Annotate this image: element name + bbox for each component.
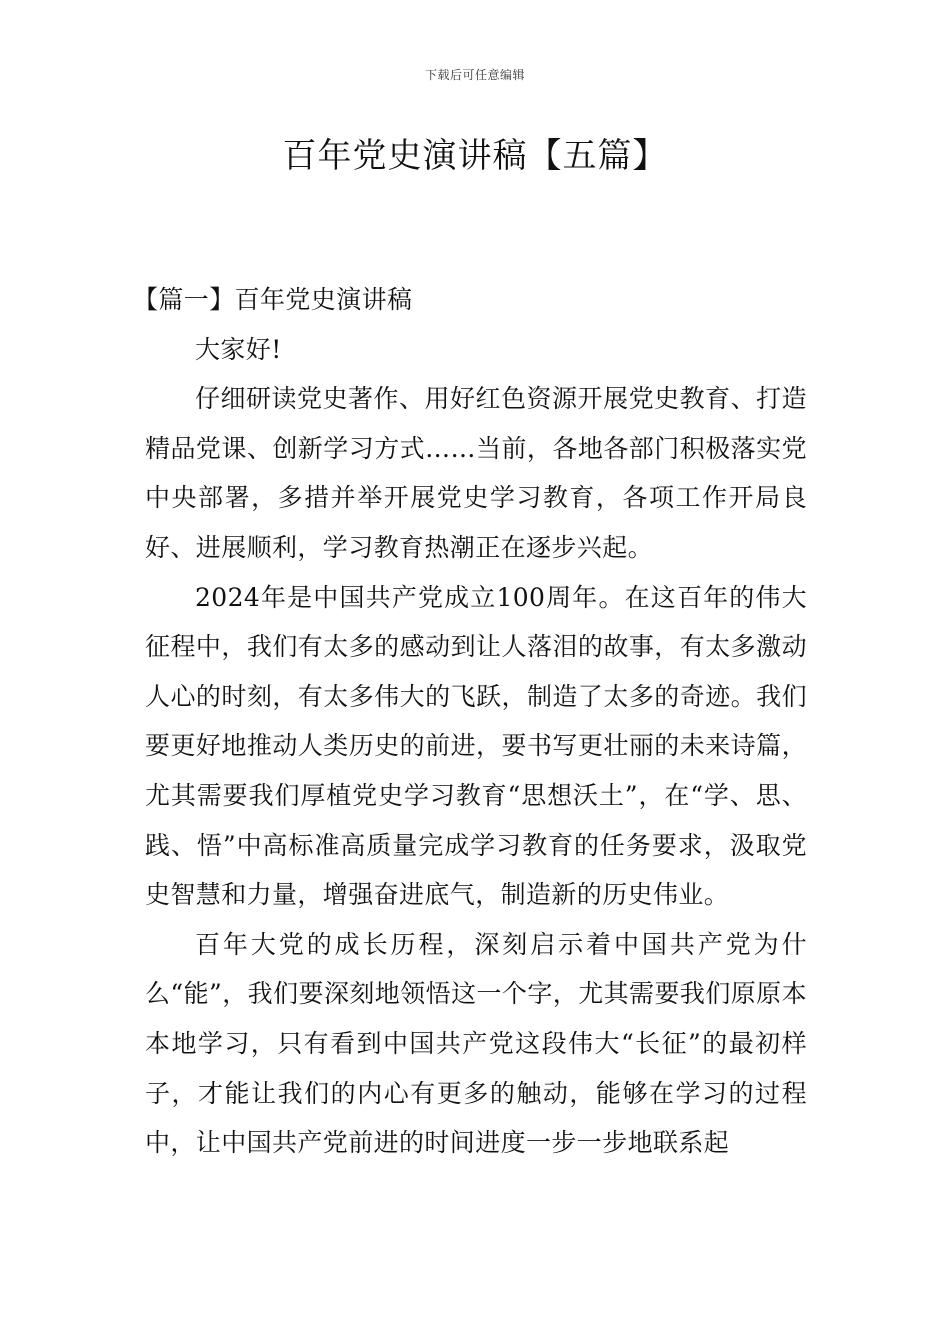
paragraph-greeting: 大家好! <box>195 334 282 364</box>
section-heading: 【篇一】百年党史演讲稿 <box>133 285 413 314</box>
paragraph: 仔细研读党史著作、用好红色资源开展党史教育、打造精品党课、创新学习方式……当前，各地各部门积极落实党中央部署，多措并举开展党史学习教育，各项工作开局良好、进展顺利，学习教育热潮正在逐步兴起。 <box>145 384 807 562</box>
header-note: 下载后可任意编辑 <box>424 68 525 82</box>
document-title: 百年党史演讲稿【五篇】 <box>282 136 668 176</box>
paragraph: 百年大党的成长历程，深刻启示着中国共产党为什么“能”，我们要深刻地领悟这一个字，尤其需要我们原原本本地学习，只有看到中国共产党这段伟大“长征”的最初样子，才能让我们的内心有更多的触动，能够在学习的过程中，让中国共产党前进的时间进度一步一步地联系起 <box>145 929 807 1158</box>
paragraph: 2024年是中国共产党成立100周年。在这百年的伟大征程中，我们有太多的感动到让人落泪的故事，有太多激动人心的时刻，有太多伟大的飞跃，制造了太多的奇迹。我们要更好地推动人类历史的前进，要书写更壮丽的未来诗篇，尤其需要我们厚植党史学习教育“思想沃土”，在“学、思、践、悟”中高标准高质量完成学习教育的任务要求，汲取党史智慧和力量，增强奋进底气，制造新的历史伟业。 <box>145 582 807 910</box>
document-body <box>133 275 807 1168</box>
